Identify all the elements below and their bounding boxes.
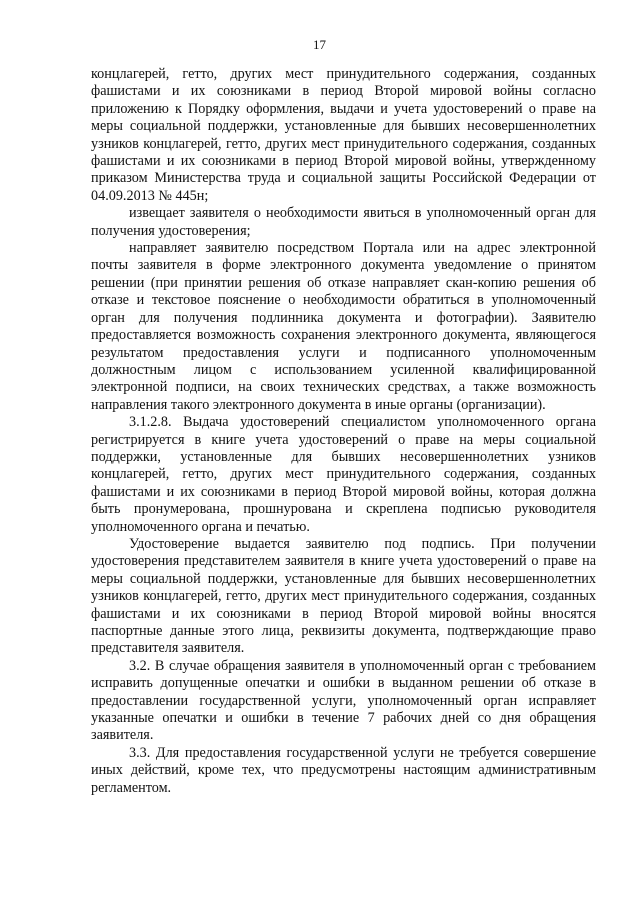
paragraph-3-1-2-8: 3.1.2.8. Выдача удостоверений специалистом уполномоченного органа регистрируется в книге учета удостоверений о праве на меры социальной поддержки, установленные для бывших несовершеннолетних узников концлагерей, гетто, других мест принудительного содержания, созданных фашистами и их союзниками в период Второй мировой войны, которая должна быть пронумерована, прошнурована и скреплена подписью руководителя уполномоченного органа и печатью. bbox=[91, 414, 596, 535]
document-body bbox=[91, 66, 596, 797]
paragraph-notify-applicant: извещает заявителя о необходимости явиться в уполномоченный орган для получения удостоверения; bbox=[91, 205, 596, 239]
paragraph-3-2: 3.2. В случае обращения заявителя в уполномоченный орган с требованием исправить допущенные опечатки и ошибки в выданном решении об отказе в предоставлении государственной услуги, уполномоченный орган исправляет указанные опечатки и ошибки в течение 7 рабочих дней со дня обращения заявителя. bbox=[91, 657, 596, 744]
page-number: 17 bbox=[313, 37, 326, 52]
paragraph-electronic-notice: направляет заявителю посредством Портала или на адрес электронной почты заявителя в форме электронного документа уведомление о принятом решении (при принятии решения об отказе направляет скан-копию решения об отказе и текстовое пояснение о необходимости обратиться в уполномоченный орган для получения подлинника документа и фотографии). Заявителю предоставляется возможность сохранения электронного документа, являющегося результатом предоставления услуги и подписанного уполномоченным должностным лицом с использованием усиленной квалифицированной электронной подписи, на своих технических средствах, а также возможность направления такого электронного документа в иные органы (организации). bbox=[91, 240, 596, 413]
paragraph-certificate-issue: Удостоверение выдается заявителю под подпись. При получении удостоверения представителем заявителя в книге учета удостоверений о праве на меры социальной поддержки, установленные для бывших несовершеннолетних узников концлагерей, гетто, других мест принудительного содержания, созданных фашистами и их союзниками в период Второй мировой войны вносятся паспортные данные этого лица, реквизиты документа, подтверждающие право представителя заявителя. bbox=[91, 535, 596, 657]
paragraph-3-3: 3.3. Для предоставления государственной услуги не требуется совершение иных действий, кроме тех, что предусмотрены настоящим административным регламентом. bbox=[91, 744, 596, 796]
paragraph-continuation: концлагерей, гетто, других мест принудительного содержания, созданных фашистами и их союзниками в период Второй мировой войны согласно приложению к Порядку оформления, выдачи и учета удостоверений о праве на меры социальной поддержки, установленные для бывших несовершеннолетних узников концлагерей, гетто, других мест принудительного содержания, созданных фашистами и их союзниками в период Второй мировой войны, утвержденному приказом Министерства труда и социальной защиты Российской Федерации от 04.09.2013 № 445н; bbox=[91, 66, 596, 204]
